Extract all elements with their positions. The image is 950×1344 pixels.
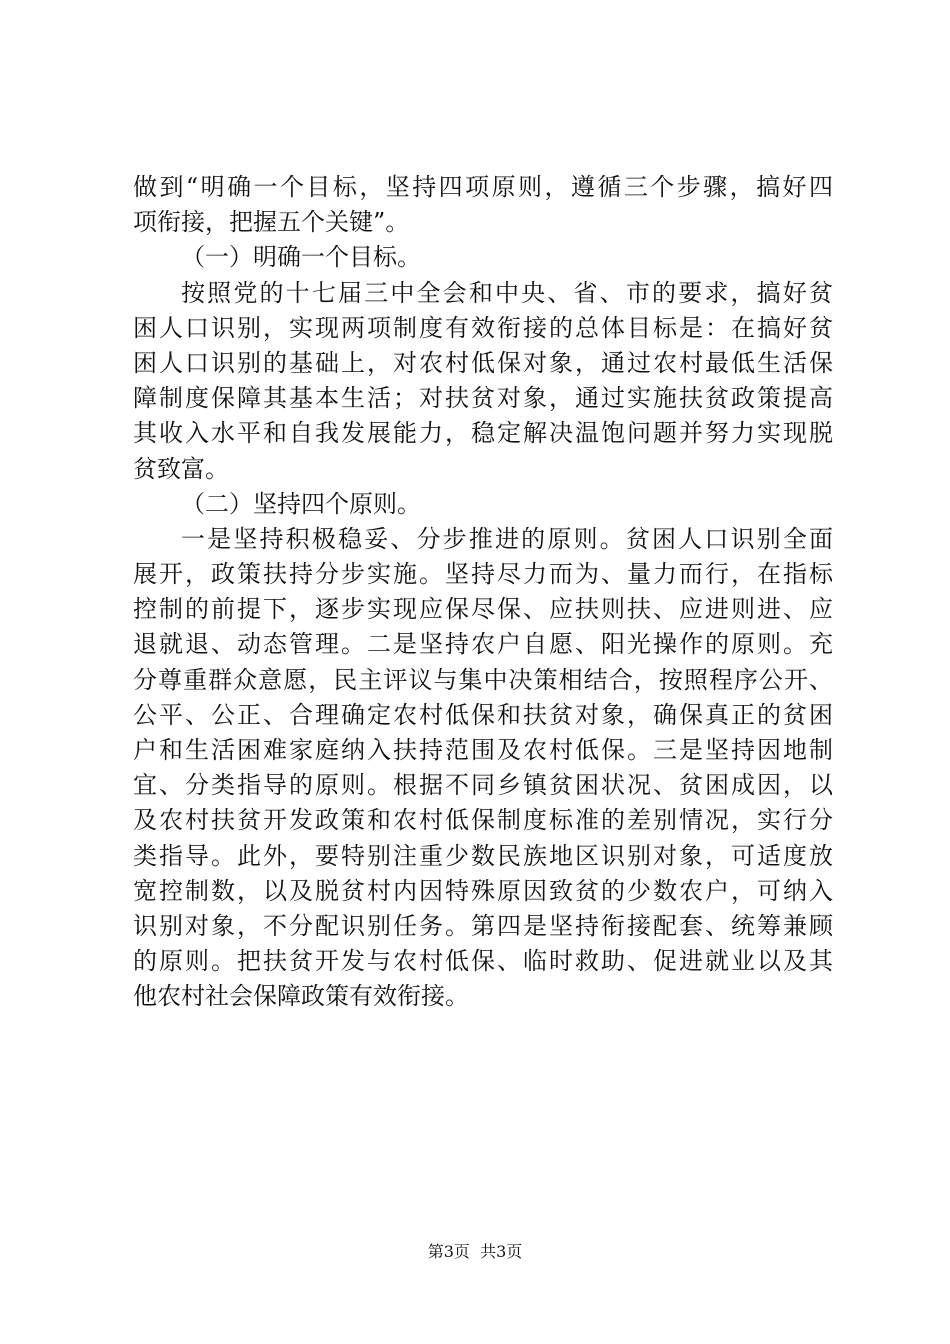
page-number: 第3页 共3页 (427, 1242, 523, 1261)
text-line: 公平、公正、合理确定农村低保和扶贫对象，确保真正的贫困 (133, 700, 833, 729)
text-line: 分尊重群众意愿，民主评议与集中决策相结合，按照程序公开、 (133, 665, 833, 694)
section-heading: （一）明确一个目标。 (181, 243, 421, 272)
text-line: 退就退、动态管理。二是坚持农户自愿、阳光操作的原则。充 (133, 630, 833, 659)
text-line: 项衔接，把握五个关键”。 (133, 208, 410, 237)
section-heading: （二）坚持四个原则。 (181, 489, 421, 518)
text-line: 按照党的十七届三中全会和中央、省、市的要求，搞好贫 (181, 278, 833, 307)
page-footer (0, 1240, 950, 1264)
text-line: 及农村扶贫开发政策和农村低保制度标准的差别情况，实行分 (133, 806, 833, 835)
body-text (133, 170, 833, 1015)
text-line: 宜、分类指导的原则。根据不同乡镇贫困状况、贫困成因，以 (133, 771, 833, 800)
text-line: 其收入水平和自我发展能力，稳定解决温饱问题并努力实现脱 (133, 419, 833, 448)
text-line: 障制度保障其基本生活；对扶贫对象，通过实施扶贫政策提高 (133, 384, 833, 413)
text-line: 困人口识别的基础上，对农村低保对象，通过农村最低生活保 (133, 348, 833, 377)
text-line: 宽控制数，以及脱贫村内因特殊原因致贫的少数农户，可纳入 (133, 876, 833, 905)
text-line: 他农村社会保障政策有效衔接。 (133, 982, 469, 1011)
text-line: 户和生活困难家庭纳入扶持范围及农村低保。三是坚持因地制 (133, 736, 833, 764)
text-line: 类指导。此外，要特别注重少数民族地区识别对象，可适度放 (133, 841, 833, 870)
text-line: 做到“明确一个目标，坚持四项原则，遵循三个步骤，搞好四 (133, 173, 833, 201)
text-line: 一是坚持积极稳妥、分步推进的原则。贫困人口识别全面 (181, 524, 833, 553)
text-line: 的原则。把扶贫开发与农村低保、临时救助、促进就业以及其 (133, 947, 833, 976)
text-line: 控制的前提下，逐步实现应保尽保、应扶则扶、应进则进、应 (133, 595, 833, 624)
text-line: 贫致富。 (133, 454, 229, 483)
text-line: 困人口识别，实现两项制度有效衔接的总体目标是：在搞好贫 (133, 313, 833, 342)
text-line: 展开，政策扶持分步实施。坚持尽力而为、量力而行，在指标 (133, 560, 833, 589)
text-line: 识别对象，不分配识别任务。第四是坚持衔接配套、统筹兼顾 (133, 911, 833, 940)
